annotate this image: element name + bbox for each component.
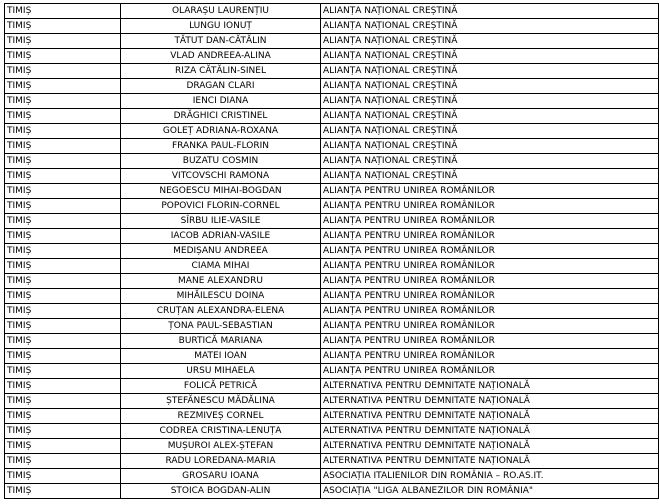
- table-row: [5, 274, 659, 289]
- county-cell: TIMIȘ: [5, 259, 121, 274]
- county-cell: TIMIȘ: [5, 364, 121, 379]
- candidate-name-cell: IENCI DIANA: [121, 94, 321, 109]
- party-cell: ALIANȚA PENTRU UNIREA ROMÂNILOR: [321, 259, 659, 274]
- candidate-name-cell: DRAGAN CLARI: [121, 79, 321, 94]
- table-row: [5, 259, 659, 274]
- table-row: [5, 154, 659, 169]
- table-row: [5, 49, 659, 64]
- county-cell: TIMIȘ: [5, 34, 121, 49]
- party-cell: ALTERNATIVA PENTRU DEMNITATE NAȚIONALĂ: [321, 439, 659, 454]
- candidate-name-cell: MUȘUROI ALEX-ȘTEFAN: [121, 439, 321, 454]
- table-row: [5, 139, 659, 154]
- county-cell: TIMIȘ: [5, 49, 121, 64]
- candidate-name-cell: RIZA CĂTĂLIN-SINEL: [121, 64, 321, 79]
- county-cell: TIMIȘ: [5, 229, 121, 244]
- party-cell: ALTERNATIVA PENTRU DEMNITATE NAȚIONALĂ: [321, 454, 659, 469]
- party-cell: ALIANȚA PENTRU UNIREA ROMÂNILOR: [321, 229, 659, 244]
- party-cell: ALIANȚA NAȚIONAL CREȘTINĂ: [321, 64, 659, 79]
- candidate-name-cell: MEDIȘANU ANDREEA: [121, 244, 321, 259]
- party-cell: ALIANȚA NAȚIONAL CREȘTINĂ: [321, 4, 659, 19]
- party-cell: ALTERNATIVA PENTRU DEMNITATE NAȚIONALĂ: [321, 379, 659, 394]
- county-cell: TIMIȘ: [5, 454, 121, 469]
- county-cell: TIMIȘ: [5, 199, 121, 214]
- table-row: [5, 184, 659, 199]
- county-cell: TIMIȘ: [5, 379, 121, 394]
- candidates-table: [4, 3, 659, 499]
- county-cell: TIMIȘ: [5, 64, 121, 79]
- county-cell: TIMIȘ: [5, 424, 121, 439]
- candidate-name-cell: STOICA BOGDAN-ALIN: [121, 484, 321, 499]
- table-row: [5, 364, 659, 379]
- county-cell: TIMIȘ: [5, 304, 121, 319]
- candidate-name-cell: SÎRBU ILIE-VASILE: [121, 214, 321, 229]
- table-row: [5, 19, 659, 34]
- party-cell: ALIANȚA NAȚIONAL CREȘTINĂ: [321, 139, 659, 154]
- candidate-name-cell: BUZATU COSMIN: [121, 154, 321, 169]
- party-cell: ALIANȚA PENTRU UNIREA ROMÂNILOR: [321, 349, 659, 364]
- table-row: [5, 214, 659, 229]
- county-cell: TIMIȘ: [5, 289, 121, 304]
- table-row: [5, 394, 659, 409]
- candidate-name-cell: IACOB ADRIAN-VASILE: [121, 229, 321, 244]
- county-cell: TIMIȘ: [5, 94, 121, 109]
- table-row: [5, 124, 659, 139]
- table-row: [5, 169, 659, 184]
- county-cell: TIMIȘ: [5, 484, 121, 499]
- candidate-name-cell: ȚONA PAUL-SEBASTIAN: [121, 319, 321, 334]
- county-cell: TIMIȘ: [5, 394, 121, 409]
- candidate-name-cell: OLARAȘU LAURENȚIU: [121, 4, 321, 19]
- county-cell: TIMIȘ: [5, 469, 121, 484]
- table-row: [5, 484, 659, 499]
- candidate-name-cell: ȘTEFĂNESCU MĂDĂLINA: [121, 394, 321, 409]
- county-cell: TIMIȘ: [5, 439, 121, 454]
- candidate-name-cell: DRĂGHICI CRISTINEL: [121, 109, 321, 124]
- county-cell: TIMIȘ: [5, 349, 121, 364]
- county-cell: TIMIȘ: [5, 109, 121, 124]
- party-cell: ALIANȚA NAȚIONAL CREȘTINĂ: [321, 34, 659, 49]
- candidate-name-cell: FRANKA PAUL-FLORIN: [121, 139, 321, 154]
- county-cell: TIMIȘ: [5, 79, 121, 94]
- party-cell: ALIANȚA PENTRU UNIREA ROMÂNILOR: [321, 319, 659, 334]
- party-cell: ALIANȚA NAȚIONAL CREȘTINĂ: [321, 79, 659, 94]
- party-cell: ALIANȚA PENTRU UNIREA ROMÂNILOR: [321, 214, 659, 229]
- county-cell: TIMIȘ: [5, 4, 121, 19]
- candidate-name-cell: FOLICĂ PETRICĂ: [121, 379, 321, 394]
- candidate-name-cell: POPOVICI FLORIN-CORNEL: [121, 199, 321, 214]
- table-row: [5, 334, 659, 349]
- party-cell: ALIANȚA PENTRU UNIREA ROMÂNILOR: [321, 334, 659, 349]
- candidate-name-cell: VLAD ANDREEA-ALINA: [121, 49, 321, 64]
- candidate-name-cell: VITCOVSCHI RAMONA: [121, 169, 321, 184]
- table-row: [5, 409, 659, 424]
- candidate-name-cell: URSU MIHAELA: [121, 364, 321, 379]
- party-cell: ALIANȚA PENTRU UNIREA ROMÂNILOR: [321, 184, 659, 199]
- table-row: [5, 469, 659, 484]
- candidate-name-cell: CRUȚAN ALEXANDRA-ELENA: [121, 304, 321, 319]
- party-cell: ALIANȚA NAȚIONAL CREȘTINĂ: [321, 124, 659, 139]
- table-row: [5, 4, 659, 19]
- party-cell: ALIANȚA PENTRU UNIREA ROMÂNILOR: [321, 304, 659, 319]
- candidate-name-cell: LUNGU IONUȚ: [121, 19, 321, 34]
- candidates-table-body: [5, 4, 659, 499]
- party-cell: ALIANȚA NAȚIONAL CREȘTINĂ: [321, 169, 659, 184]
- party-cell: ALTERNATIVA PENTRU DEMNITATE NAȚIONALĂ: [321, 409, 659, 424]
- candidate-name-cell: NEGOESCU MIHAI-BOGDAN: [121, 184, 321, 199]
- candidate-name-cell: BURTICĂ MARIANA: [121, 334, 321, 349]
- table-row: [5, 244, 659, 259]
- table-row: [5, 94, 659, 109]
- party-cell: ALIANȚA NAȚIONAL CREȘTINĂ: [321, 109, 659, 124]
- candidate-name-cell: MANE ALEXANDRU: [121, 274, 321, 289]
- table-row: [5, 199, 659, 214]
- party-cell: ASOCIAȚIA "LIGA ALBANEZILOR DIN ROMÂNIA": [321, 484, 659, 499]
- party-cell: ALTERNATIVA PENTRU DEMNITATE NAȚIONALĂ: [321, 424, 659, 439]
- party-cell: ASOCIAȚIA ITALIENILOR DIN ROMÂNIA – RO.AS.IT.: [321, 469, 659, 484]
- candidate-name-cell: RADU LOREDANA-MARIA: [121, 454, 321, 469]
- county-cell: TIMIȘ: [5, 244, 121, 259]
- candidate-name-cell: MIHĂILESCU DOINA: [121, 289, 321, 304]
- table-row: [5, 109, 659, 124]
- candidate-name-cell: CIAMA MIHAI: [121, 259, 321, 274]
- party-cell: ALIANȚA NAȚIONAL CREȘTINĂ: [321, 49, 659, 64]
- party-cell: ALTERNATIVA PENTRU DEMNITATE NAȚIONALĂ: [321, 394, 659, 409]
- table-row: [5, 34, 659, 49]
- county-cell: TIMIȘ: [5, 169, 121, 184]
- table-row: [5, 304, 659, 319]
- party-cell: ALIANȚA NAȚIONAL CREȘTINĂ: [321, 19, 659, 34]
- party-cell: ALIANȚA PENTRU UNIREA ROMÂNILOR: [321, 364, 659, 379]
- county-cell: TIMIȘ: [5, 274, 121, 289]
- party-cell: ALIANȚA PENTRU UNIREA ROMÂNILOR: [321, 199, 659, 214]
- candidate-name-cell: MATEI IOAN: [121, 349, 321, 364]
- county-cell: TIMIȘ: [5, 409, 121, 424]
- table-row: [5, 454, 659, 469]
- candidate-name-cell: GOLEȚ ADRIANA-ROXANA: [121, 124, 321, 139]
- table-row: [5, 439, 659, 454]
- party-cell: ALIANȚA PENTRU UNIREA ROMÂNILOR: [321, 289, 659, 304]
- table-row: [5, 319, 659, 334]
- table-row: [5, 379, 659, 394]
- county-cell: TIMIȘ: [5, 184, 121, 199]
- candidate-name-cell: TĂTUT DAN-CĂTĂLIN: [121, 34, 321, 49]
- candidate-name-cell: GROSARU IOANA: [121, 469, 321, 484]
- county-cell: TIMIȘ: [5, 139, 121, 154]
- table-row: [5, 64, 659, 79]
- county-cell: TIMIȘ: [5, 154, 121, 169]
- party-cell: ALIANȚA PENTRU UNIREA ROMÂNILOR: [321, 274, 659, 289]
- table-row: [5, 79, 659, 94]
- candidate-name-cell: REZMIVEȘ CORNEL: [121, 409, 321, 424]
- table-row: [5, 289, 659, 304]
- party-cell: ALIANȚA NAȚIONAL CREȘTINĂ: [321, 94, 659, 109]
- county-cell: TIMIȘ: [5, 124, 121, 139]
- table-row: [5, 424, 659, 439]
- county-cell: TIMIȘ: [5, 19, 121, 34]
- party-cell: ALIANȚA NAȚIONAL CREȘTINĂ: [321, 154, 659, 169]
- table-row: [5, 349, 659, 364]
- county-cell: TIMIȘ: [5, 334, 121, 349]
- county-cell: TIMIȘ: [5, 319, 121, 334]
- candidate-name-cell: CODREA CRISTINA-LENUȚA: [121, 424, 321, 439]
- party-cell: ALIANȚA PENTRU UNIREA ROMÂNILOR: [321, 244, 659, 259]
- county-cell: TIMIȘ: [5, 214, 121, 229]
- table-row: [5, 229, 659, 244]
